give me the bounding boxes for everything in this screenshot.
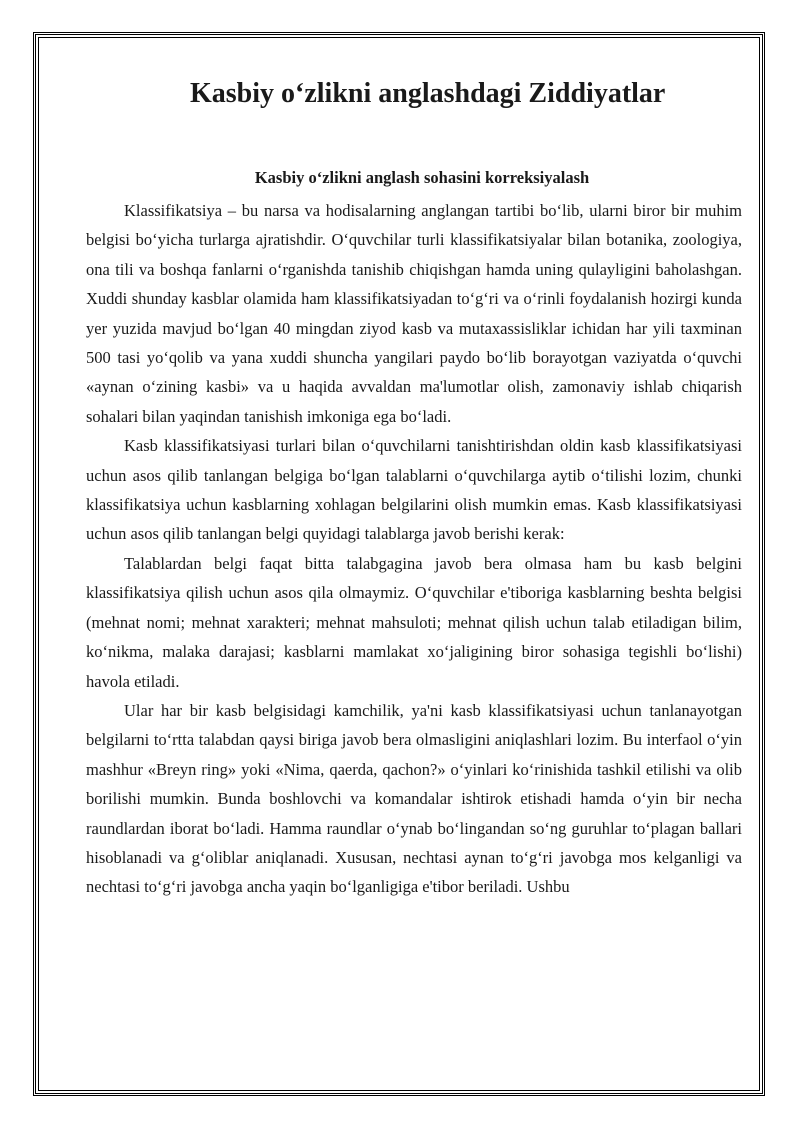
paragraph: Klassifikatsiya – bu narsa va hodisalarning anglangan tartibi bo‘lib, ularni biror bir muhim belgisi bo‘yicha turlarga ajratishdir. O‘quvchilar turli klassifikatsiyalar bilan botanika, zoologiya, ona tili va boshqa fanlarni o‘rganishda tanishib chiqishgan hamda uning qulayligini baholashgan. Xuddi shunday kasblar olamida ham klassifikatsiyadan to‘g‘ri va o‘rinli foydalanish hozirgi kunda yer yuzida mavjud bo‘lgan 40 mingdan ziyod kasb va mutaxassisliklar ichidan har yili taxminan 500 tasi yo‘qolib va yana xuddi shuncha yangilari paydo bo‘lib borayotgan vaziyatda o‘quvchi «aynan o‘zining kasbi» va u haqida avvaldan ma'lumotlar olish, zamonaviy ishlab chiqarish sohalari bilan yaqindan tanishish imkoniga ega bo‘ladi. bbox=[86, 201, 742, 426]
paragraph: Kasb klassifikatsiyasi turlari bilan o‘quvchilarni tanishtirishdan oldin kasb klassifikatsiyasi uchun asos qilib tanlangan belgiga bo‘lgan talablarni o‘quvchilarga aytib o‘tilishi lozim, chunki klassifikatsiya uchun kasblarning xohlagan belgilarini olish mumkin emas. Kasb klassifikatsiyasi uchun asos qilib tanlangan belgi quyidagi talablarga javob berishi kerak: bbox=[86, 436, 742, 544]
document-body bbox=[86, 74, 742, 902]
section-heading: Kasbiy o‘zlikni anglash sohasini korreksiyalash bbox=[254, 168, 590, 187]
document-title: Kasbiy o‘zlikni anglashdagi Ziddiyatlar bbox=[190, 78, 666, 109]
paragraph: Ular har bir kasb belgisidagi kamchilik, ya'ni kasb klassifikatsiyasi uchun tanlanayotgan belgilarni to‘rtta talabdan qaysi biriga javob bera olmasligini aniqlashlari lozim. Bu interfaol o‘yin mashhur «Breyn ring» yoki «Nima, qaerda, qachon?» o‘yinlari ko‘rinishida tashkil etilishi va olib borilishi mumkin. Bunda boshlovchi va komandalar ishtirok etishadi hamda o‘yin bir necha raundlardan iborat bo‘ladi. Hamma raundlar o‘ynab bo‘lingandan so‘ng guruhlar to‘plagan ballari hisoblanadi va g‘oliblar aniqlanadi. Xususan, nechtasi aynan to‘g‘ri javobga mos kelganligi va nechtasi to‘g‘ri javobga ancha yaqin bo‘lganligiga e'tibor beriladi. Ushbu bbox=[86, 700, 742, 897]
paragraph: Talablardan belgi faqat bitta talabgagina javob bera olmasa ham bu kasb belgini klassifikatsiya qilish uchun asos qila olmaymiz. O‘quvchilar e'tiboriga kasblarning beshta belgisi (mehnat nomi; mehnat xarakteri; mehnat mahsuloti; mehnat qilish uchun talab etiladigan bilim, ko‘nikma, malaka darajasi; kasblarni mamlakat xo‘jaligining biror sohasiga tegishli bo‘lishi) havola etiladi. bbox=[86, 553, 742, 691]
